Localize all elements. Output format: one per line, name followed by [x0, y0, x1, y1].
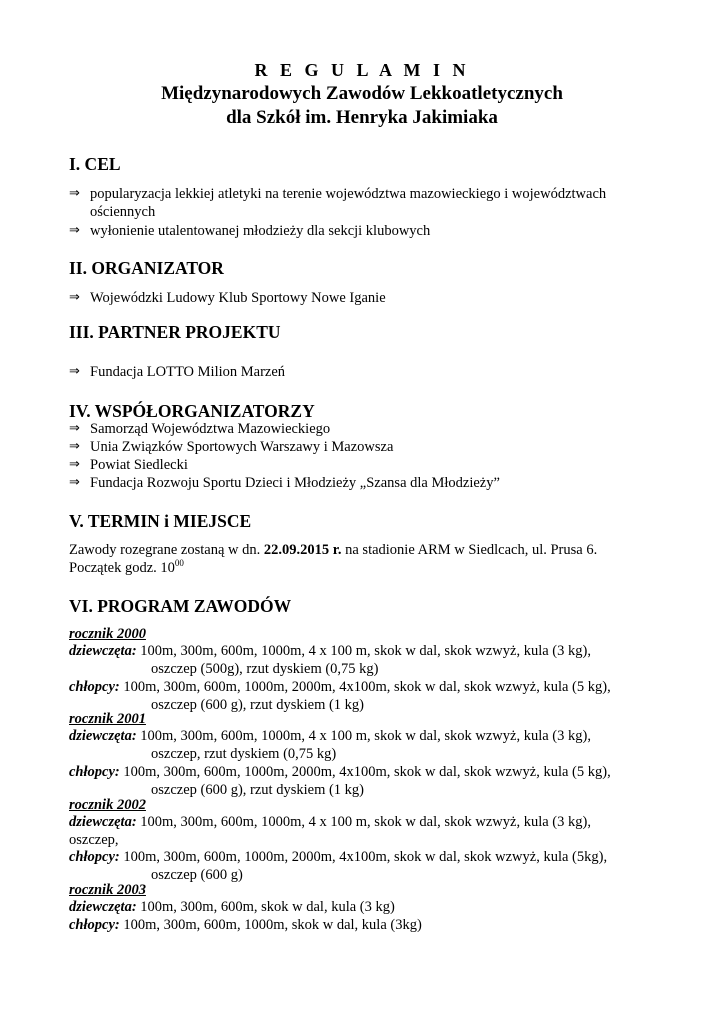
section-heading-wspolorganizatorzy: IV. WSPÓŁORGANIZATORZY [69, 401, 315, 421]
document-title: R E G U L A M I N [254, 60, 470, 80]
girls-program [69, 727, 669, 763]
boys-program [69, 848, 669, 884]
bullet-item [69, 222, 669, 240]
bullet-text: wyłonienie utalentowanej młodzieży dla sekcji klubowych [90, 223, 431, 239]
bullet-text: popularyzacja lekkiej atletyki na terenie województwa mazowieckiego i województwach ościennych [90, 186, 607, 220]
girls-label: dziewczęta: [69, 643, 137, 659]
girls-events: 100m, 300m, 600m, 1000m, 4 x 100 m, skok w dal, skok wzwyż, kula (3 kg), [136, 814, 591, 830]
document-subtitle-2: dla Szkół im. Henryka Jakimiaka [226, 107, 498, 128]
section-heading-program: VI. PROGRAM ZAWODÓW [69, 596, 292, 616]
start-time: Początek godz. 10 [69, 560, 175, 576]
arrow-icon: ⇒ [69, 439, 80, 454]
bullet-item [69, 289, 669, 307]
year-heading: rocznik 2001 [69, 711, 146, 727]
arrow-icon: ⇒ [69, 457, 80, 472]
arrow-icon: ⇒ [69, 364, 80, 379]
boys-label: chłopcy: [69, 917, 120, 933]
boys-program [69, 678, 669, 714]
boys-events-continued: oszczep (600 g) [151, 867, 243, 883]
arrow-icon: ⇒ [69, 290, 80, 305]
girls-label: dziewczęta: [69, 728, 137, 744]
boys-events: 100m, 300m, 600m, 1000m, 2000m, 4x100m, skok w dal, skok wzwyż, kula (5 kg), [119, 764, 611, 780]
start-time-minutes: 00 [174, 558, 184, 568]
section-heading-cel: I. CEL [69, 154, 121, 174]
year-heading: rocznik 2002 [69, 797, 146, 813]
bullet-item [69, 420, 669, 438]
document-subtitle: Międzynarodowych Zawodów Lekkoatletycznych [161, 83, 563, 104]
arrow-icon: ⇒ [69, 186, 80, 201]
arrow-icon: ⇒ [69, 223, 80, 238]
girls-events-continued: oszczep (500g), rzut dyskiem (0,75 kg) [151, 661, 379, 677]
bullet-text: Samorząd Województwa Mazowieckiego [90, 421, 331, 437]
boys-label: chłopcy: [69, 764, 120, 780]
boys-program [69, 763, 669, 799]
bullet-item [69, 474, 669, 492]
section-heading-organizator: II. ORGANIZATOR [69, 258, 224, 278]
bullet-item [69, 438, 669, 456]
girls-events: 100m, 300m, 600m, skok w dal, kula (3 kg) [136, 899, 395, 915]
event-date: 22.09.2015 r. [263, 542, 342, 558]
boys-label: chłopcy: [69, 849, 120, 865]
boys-events: 100m, 300m, 600m, 1000m, 2000m, 4x100m, skok w dal, skok wzwyż, kula (5 kg), [119, 679, 611, 695]
arrow-icon: ⇒ [69, 475, 80, 490]
girls-events-continued: oszczep, [69, 832, 119, 848]
year-heading: rocznik 2000 [69, 626, 146, 642]
bullet-text: Fundacja Rozwoju Sportu Dzieci i Młodzieży „Szansa dla Młodzieży” [90, 475, 500, 491]
arrow-icon: ⇒ [69, 421, 80, 436]
bullet-text: Unia Związków Sportowych Warszawy i Mazowsza [90, 439, 394, 455]
girls-label: dziewczęta: [69, 899, 137, 915]
girls-program [69, 642, 669, 678]
bullet-text: Fundacja LOTTO Milion Marzeń [90, 364, 286, 380]
year-heading: rocznik 2003 [69, 882, 146, 898]
girls-program [69, 898, 669, 916]
bullet-item [69, 185, 669, 221]
boys-program [69, 916, 669, 934]
bullet-text: Wojewódzki Ludowy Klub Sportowy Nowe Iganie [90, 290, 386, 306]
bullet-item [69, 456, 669, 474]
termin-text: Zawody rozegrane zostaną w dn. [69, 542, 264, 558]
boys-events: 100m, 300m, 600m, 1000m, 2000m, 4x100m, skok w dal, skok wzwyż, kula (5kg), [119, 849, 608, 865]
boys-events-continued: oszczep (600 g), rzut dyskiem (1 kg) [151, 782, 365, 798]
bullet-item [69, 363, 669, 381]
termin-location: na stadionie ARM w Siedlcach, ul. Prusa 6. [341, 542, 598, 558]
boys-events-continued: oszczep (600 g), rzut dyskiem (1 kg) [151, 697, 365, 713]
girls-events: 100m, 300m, 600m, 1000m, 4 x 100 m, skok w dal, skok wzwyż, kula (3 kg), [136, 643, 591, 659]
bullet-text: Powiat Siedlecki [90, 457, 188, 473]
boys-events: 100m, 300m, 600m, 1000m, skok w dal, kula (3kg) [119, 917, 422, 933]
termin-paragraph [69, 541, 669, 577]
girls-events-continued: oszczep, rzut dyskiem (0,75 kg) [151, 746, 337, 762]
girls-events: 100m, 300m, 600m, 1000m, 4 x 100 m, skok w dal, skok wzwyż, kula (3 kg), [136, 728, 591, 744]
girls-label: dziewczęta: [69, 814, 137, 830]
boys-label: chłopcy: [69, 679, 120, 695]
section-heading-partner: III. PARTNER PROJEKTU [69, 322, 281, 342]
section-heading-termin: V. TERMIN i MIEJSCE [69, 511, 252, 531]
girls-program [69, 813, 669, 849]
